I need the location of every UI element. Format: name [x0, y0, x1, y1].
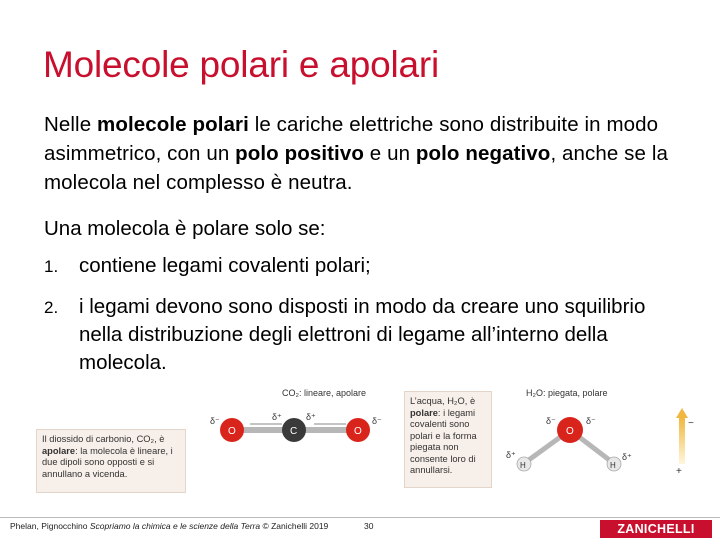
bold-term-positive-pole: polo positivo [235, 142, 364, 165]
callout-bold: apolare [42, 445, 76, 456]
bold-term-polar-molecules: molecole polari [97, 113, 249, 136]
positive-pole-sign: + [676, 466, 682, 477]
list-item [44, 293, 684, 377]
atom-label: H [520, 461, 526, 470]
list-item [44, 252, 684, 280]
negative-pole-sign: − [688, 418, 694, 429]
partial-charge-label: δ⁻ [372, 416, 382, 426]
list-text: i legami devono sono disposti in modo da creare uno squilibrio nella distribuzione degli elettroni di legame all’interno della molecola. [79, 295, 646, 374]
intro-paragraph [44, 110, 684, 197]
partial-charge-label: δ⁺ [272, 412, 282, 422]
h2o-info-callout [404, 391, 492, 488]
footer-citation [10, 521, 328, 531]
partial-charge-label: δ⁺ [506, 450, 516, 460]
text-run: le cariche elettriche sono distribuite in modo asimmetrico, con un [44, 113, 659, 165]
co2-info-callout [36, 429, 186, 493]
atom-label: H [610, 461, 616, 470]
partial-charge-label: δ⁺ [306, 412, 316, 422]
partial-charge-label: δ⁺ [622, 452, 632, 462]
footer-divider [0, 517, 720, 518]
atom-label: O [354, 426, 362, 437]
partial-charge-label: δ⁻ [546, 416, 556, 426]
bold-term-negative-pole: polo negativo [415, 142, 551, 165]
slide-title: Molecole polari e apolari [43, 44, 440, 85]
publisher-logo: ZANICHELLI [600, 520, 712, 538]
dipole-arrow-head [676, 408, 688, 418]
footer-authors: Phelan, Pignocchino [10, 521, 90, 531]
list-text: contiene legami covalenti polari; [79, 254, 371, 277]
list-number: 1. [44, 257, 59, 276]
lead-sentence: Una molecola è polare solo se: [44, 217, 326, 240]
text-run: e un [363, 142, 416, 165]
text-run: , anche se la molecola nel complesso è neutra. [44, 142, 668, 194]
partial-charge-label: δ⁻ [210, 416, 220, 426]
dipole-arrow-shaft [679, 418, 685, 464]
footer-copyright: © Zanichelli 2019 [260, 521, 329, 531]
atom-label: C [290, 426, 298, 437]
callout-text: L’acqua, H₂O, è [410, 396, 476, 406]
atom-label: O [566, 426, 574, 437]
callout-text: Il diossido di carbonio, CO₂, è [42, 434, 165, 444]
callout-bold: polare [410, 407, 438, 418]
callout-text: : i legami covalenti sono polari e la forma piegata non consente loro di annullarsi. [410, 407, 477, 475]
page-number: 30 [364, 521, 374, 531]
partial-charge-label: δ⁻ [586, 416, 596, 426]
callout-text: : la molecola è lineare, i due dipoli sono opposti e si annullano a vicenda. [42, 445, 173, 479]
atom-label: O [228, 426, 236, 437]
conditions-list [44, 252, 684, 390]
h2o-caption: H₂O: piegata, polare [526, 388, 608, 398]
list-number: 2. [44, 298, 59, 317]
footer-book-title: Scopriamo la chimica e le scienze della Terra [89, 521, 261, 531]
co2-caption: CO₂: lineare, apolare [282, 388, 367, 398]
text-run: Nelle [44, 113, 98, 136]
